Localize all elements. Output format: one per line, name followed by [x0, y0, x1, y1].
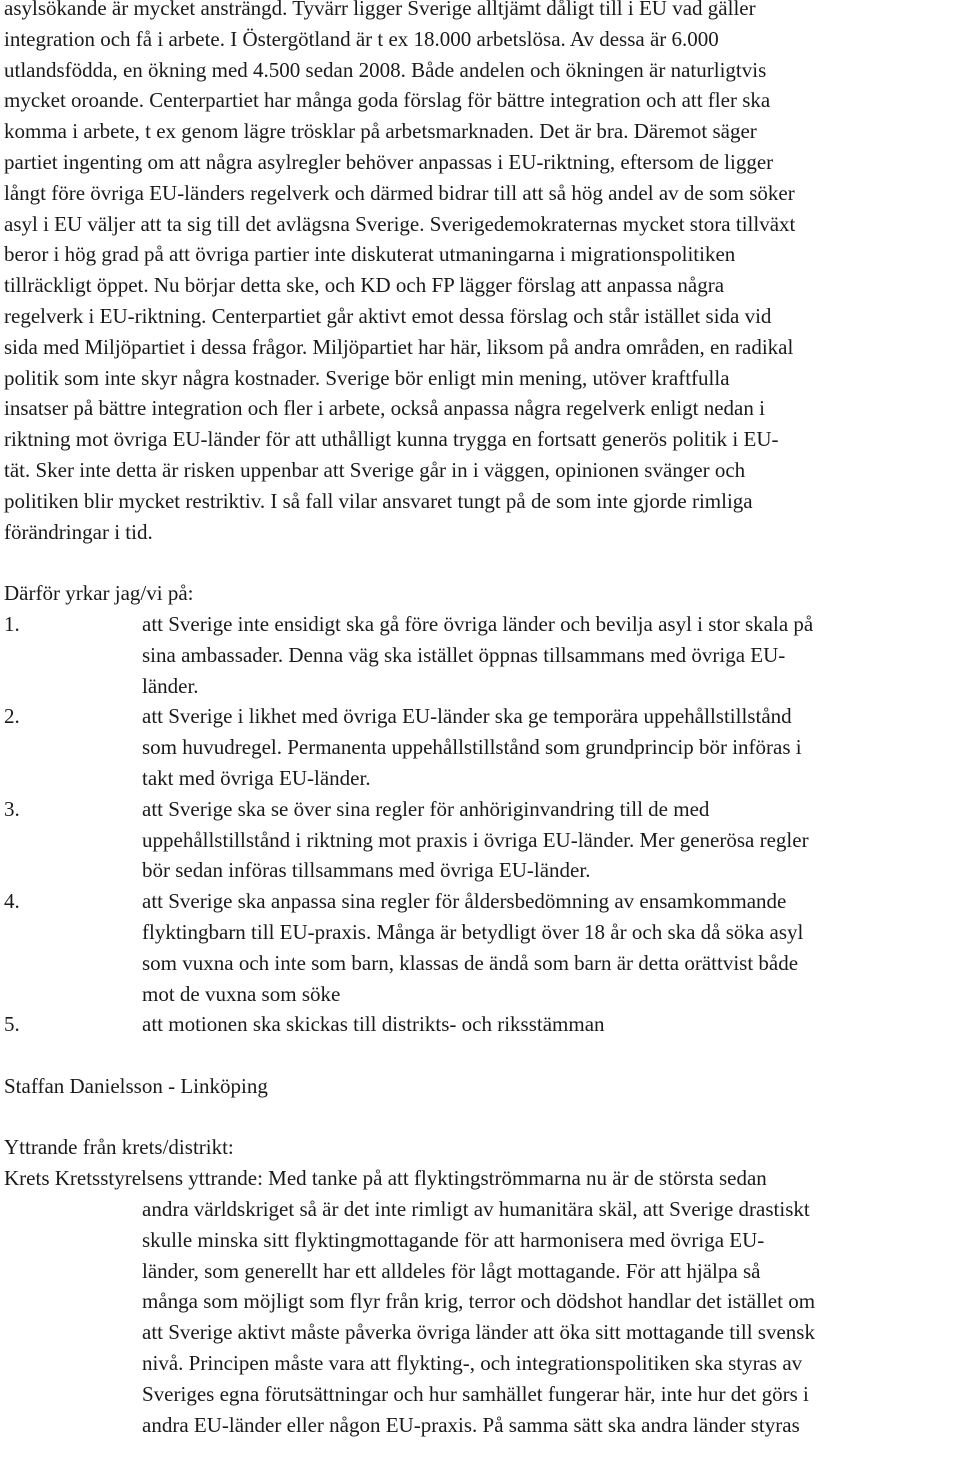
paragraph-line: politiken blir mycket restriktiv. I så fall vilar ansvaret tungt på de som inte gjorde rimliga: [4, 488, 753, 513]
demands-heading: Därför yrkar jag/vi på:: [4, 581, 194, 606]
list-item-line: att Sverige ska se över sina regler för anhöriginvandring till de med: [142, 796, 710, 821]
demands-list: [0, 609, 960, 1040]
paragraph-line: riktning mot övriga EU-länder för att uthålligt kunna trygga en fortsatt generös politik i EU-: [4, 427, 779, 452]
paragraph-line: komma i arbete, t ex genom lägre trösklar på arbetsmarknaden. Det är bra. Däremot säger: [4, 119, 757, 144]
paragraph-line: tät. Sker inte detta är risken uppenbar att Sverige går in i väggen, opinionen svänger och: [4, 457, 746, 482]
list-item-line: mot de vuxna som söke: [142, 981, 341, 1006]
list-item-line: att Sverige ska anpassa sina regler för åldersbedömning av ensamkommande: [142, 889, 787, 914]
paragraph-line: tillräckligt öppet. Nu börjar detta ske, och KD och FP lägger förslag att anpassa några: [4, 273, 725, 298]
paragraph-line: beror i hög grad på att övriga partier inte diskuterat utmaningarna i migrationspolitiken: [4, 242, 736, 267]
statement-line: länder, som generellt har ett alldeles för lågt mottagande. För att hjälpa så: [142, 1258, 761, 1283]
paragraph-line: asylsökande är mycket ansträngd. Tyvärr ligger Sverige alltjämt dåligt till i EU vad gäller: [4, 0, 756, 20]
list-item: [0, 1009, 960, 1040]
paragraph-line: asyl i EU väljer att ta sig till det avlägsna Sverige. Sverigedemokraternas mycket stora tillväxt: [4, 211, 796, 236]
list-item: [0, 701, 960, 793]
paragraph-line: sida med Miljöpartiet i dessa frågor. Miljöpartiet har här, liksom på andra områden, en radikal: [4, 334, 794, 359]
paragraph-line: integration och få i arbete. I Östergötland är t ex 18.000 arbetslösa. Av dessa är 6.000: [4, 26, 719, 51]
list-item-line: sina ambassader. Denna väg ska istället öppnas tillsammans med övriga EU-: [142, 642, 786, 667]
list-item: [0, 609, 960, 701]
paragraph-line: partiet ingenting om att några asylregler behöver anpassas i EU-riktning, eftersom de ligger: [4, 149, 774, 174]
statement-line: Sveriges egna förutsättningar och hur samhället fungerar här, inte hur det görs i: [142, 1381, 809, 1406]
list-item-line: som huvudregel. Permanenta uppehållstillstånd som grundprincip bör införas i: [142, 735, 802, 760]
list-item-line: som vuxna och inte som barn, klassas de ändå som barn är detta orättvist både: [142, 950, 799, 975]
list-item: [0, 886, 960, 1009]
list-item-line: att Sverige inte ensidigt ska gå före övriga länder och bevilja asyl i stor skala på: [142, 611, 814, 636]
list-item-number: 3.: [4, 796, 20, 821]
body-paragraph: [0, 0, 960, 547]
list-item-line: uppehållstillstånd i riktning mot praxis i övriga EU-länder. Mer generösa regler: [142, 827, 809, 852]
spacer: [0, 1102, 960, 1133]
paragraph-line: mycket oroande. Centerpartiet har många goda förslag för bättre integration och att fler ska: [4, 88, 771, 113]
list-item-number: 4.: [4, 889, 20, 914]
list-item-line: flyktingbarn till EU-praxis. Många är betydligt över 18 år och ska då söka asyl: [142, 919, 804, 944]
list-item-line: att motionen ska skickas till distrikts- och riksstämman: [142, 1012, 605, 1037]
paragraph-line: utlandsfödda, en ökning med 4.500 sedan 2008. Både andelen och ökningen är naturligtvis: [4, 57, 767, 82]
list-item-number: 1.: [4, 611, 20, 636]
paragraph-line: insatser på bättre integration och fler i arbete, också anpassa några regelverk enligt nedan i: [4, 396, 765, 421]
spacer: [0, 547, 960, 578]
statement-line: skulle minska sitt flyktingmottagande för att harmonisera med övriga EU-: [142, 1227, 765, 1252]
author-signature: Staffan Danielsson - Linköping: [4, 1073, 268, 1098]
paragraph-line: långt före övriga EU-länders regelverk och därmed bidrar till att så hög andel av de som söker: [4, 180, 795, 205]
statement-line: många som möjligt som flyr från krig, terror och dödshot handlar det istället om: [142, 1289, 816, 1314]
list-item-line: bör sedan införas tillsammans med övriga EU-länder.: [142, 858, 591, 883]
statement-line: att Sverige aktivt måste påverka övriga länder att öka sitt mottagande till svensk: [142, 1320, 815, 1345]
list-item-line: länder.: [142, 673, 199, 698]
list-item-number: 2.: [4, 704, 20, 729]
paragraph-line: regelverk i EU-riktning. Centerpartiet går aktivt emot dessa förslag och står istället sida vid: [4, 303, 772, 328]
list-item: [0, 794, 960, 886]
paragraph-line: förändringar i tid.: [4, 519, 153, 544]
list-item-number: 5.: [4, 1012, 20, 1037]
statement-body: [0, 1194, 960, 1440]
statement-heading: Yttrande från krets/distrikt:: [4, 1135, 234, 1160]
statement-first-line: Krets Kretsstyrelsens yttrande: Med tanke på att flyktingströmmarna nu är de största sedan: [4, 1166, 767, 1191]
spacer: [0, 1040, 960, 1071]
list-item-line: att Sverige i likhet med övriga EU-länder ska ge temporära uppehållstillstånd: [142, 704, 792, 729]
paragraph-line: politik som inte skyr några kostnader. Sverige bör enligt min mening, utöver kraftfulla: [4, 365, 730, 390]
statement-line: nivå. Principen måste vara att flykting-, och integrationspolitiken ska styras av: [142, 1351, 803, 1376]
list-item-line: takt med övriga EU-länder.: [142, 765, 371, 790]
statement-line: andra EU-länder eller någon EU-praxis. På samma sätt ska andra länder styras: [142, 1412, 800, 1437]
statement-line: andra världskriget så är det inte rimligt av humanitära skäl, att Sverige drastiskt: [142, 1197, 810, 1222]
